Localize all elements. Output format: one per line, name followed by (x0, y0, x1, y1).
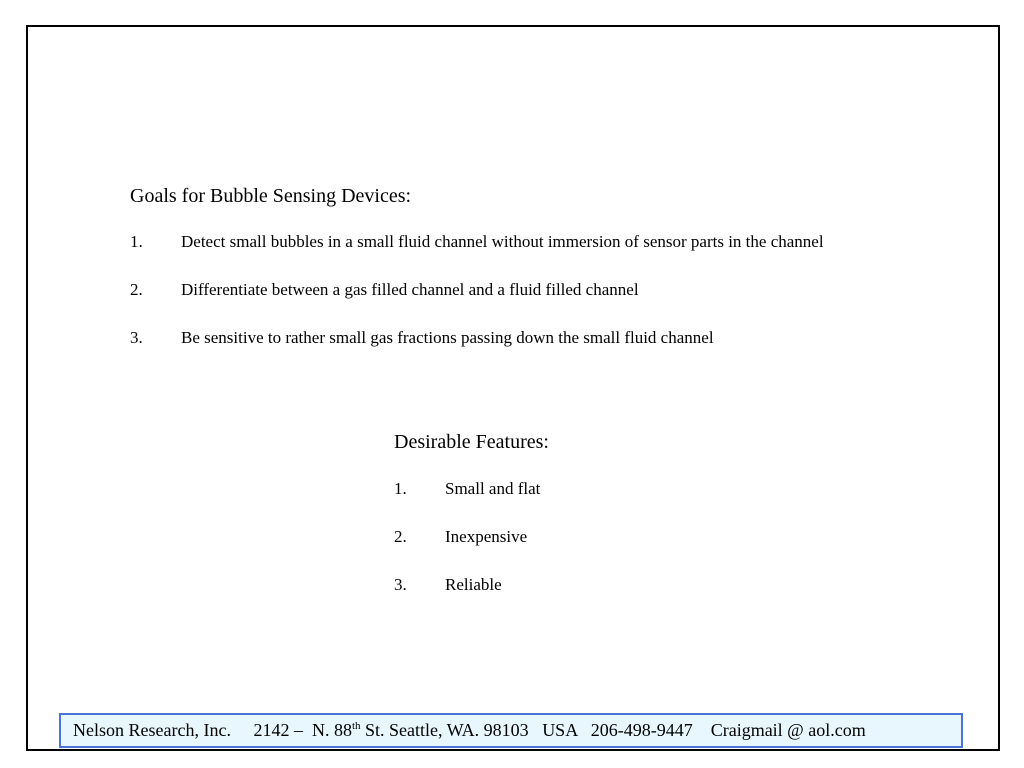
list-item-number: 2. (130, 280, 143, 299)
slide-frame (26, 25, 1000, 751)
footer-country: USA (542, 720, 578, 740)
features-heading: Desirable Features: (394, 431, 549, 453)
list-item-text: Reliable (445, 575, 502, 594)
footer-phone: 206-498-9447 (590, 720, 693, 740)
features-list-item (394, 573, 794, 597)
footer-address-superscript: th (351, 720, 361, 732)
contact-footer (59, 713, 963, 748)
list-item-text: Detect small bubbles in a small fluid channel without immersion of sensor parts in the channel (181, 232, 824, 251)
goals-heading: Goals for Bubble Sensing Devices: (130, 185, 412, 207)
footer-email: Craigmail @ aol.com (710, 720, 866, 740)
footer-spacer (529, 720, 543, 740)
list-item-number: 3. (394, 575, 407, 594)
footer-spacer (231, 720, 254, 740)
features-list-item (394, 477, 794, 501)
features-list-item (394, 525, 794, 549)
goals-list-item (130, 278, 970, 302)
footer-spacer (693, 720, 711, 740)
list-item-text: Differentiate between a gas filled channel and a fluid filled channel (181, 280, 639, 299)
list-item-text: Be sensitive to rather small gas fractions passing down the small fluid channel (181, 328, 714, 347)
footer-spacer (577, 720, 591, 740)
goals-section (130, 182, 970, 374)
goals-list-item (130, 230, 970, 254)
features-list (394, 477, 794, 597)
list-item-text: Small and flat (445, 479, 541, 498)
footer-address-prefix: 2142 – N. 88 (253, 720, 352, 740)
list-item-number: 1. (394, 479, 407, 498)
footer-company: Nelson Research, Inc. (73, 720, 231, 740)
features-section (394, 428, 794, 621)
footer-address-suffix: St. Seattle, WA. 98103 (360, 720, 529, 740)
goals-list (130, 230, 970, 350)
list-item-number: 3. (130, 328, 143, 347)
list-item-number: 1. (130, 232, 143, 251)
list-item-number: 2. (394, 527, 407, 546)
list-item-text: Inexpensive (445, 527, 528, 546)
goals-list-item (130, 326, 970, 350)
